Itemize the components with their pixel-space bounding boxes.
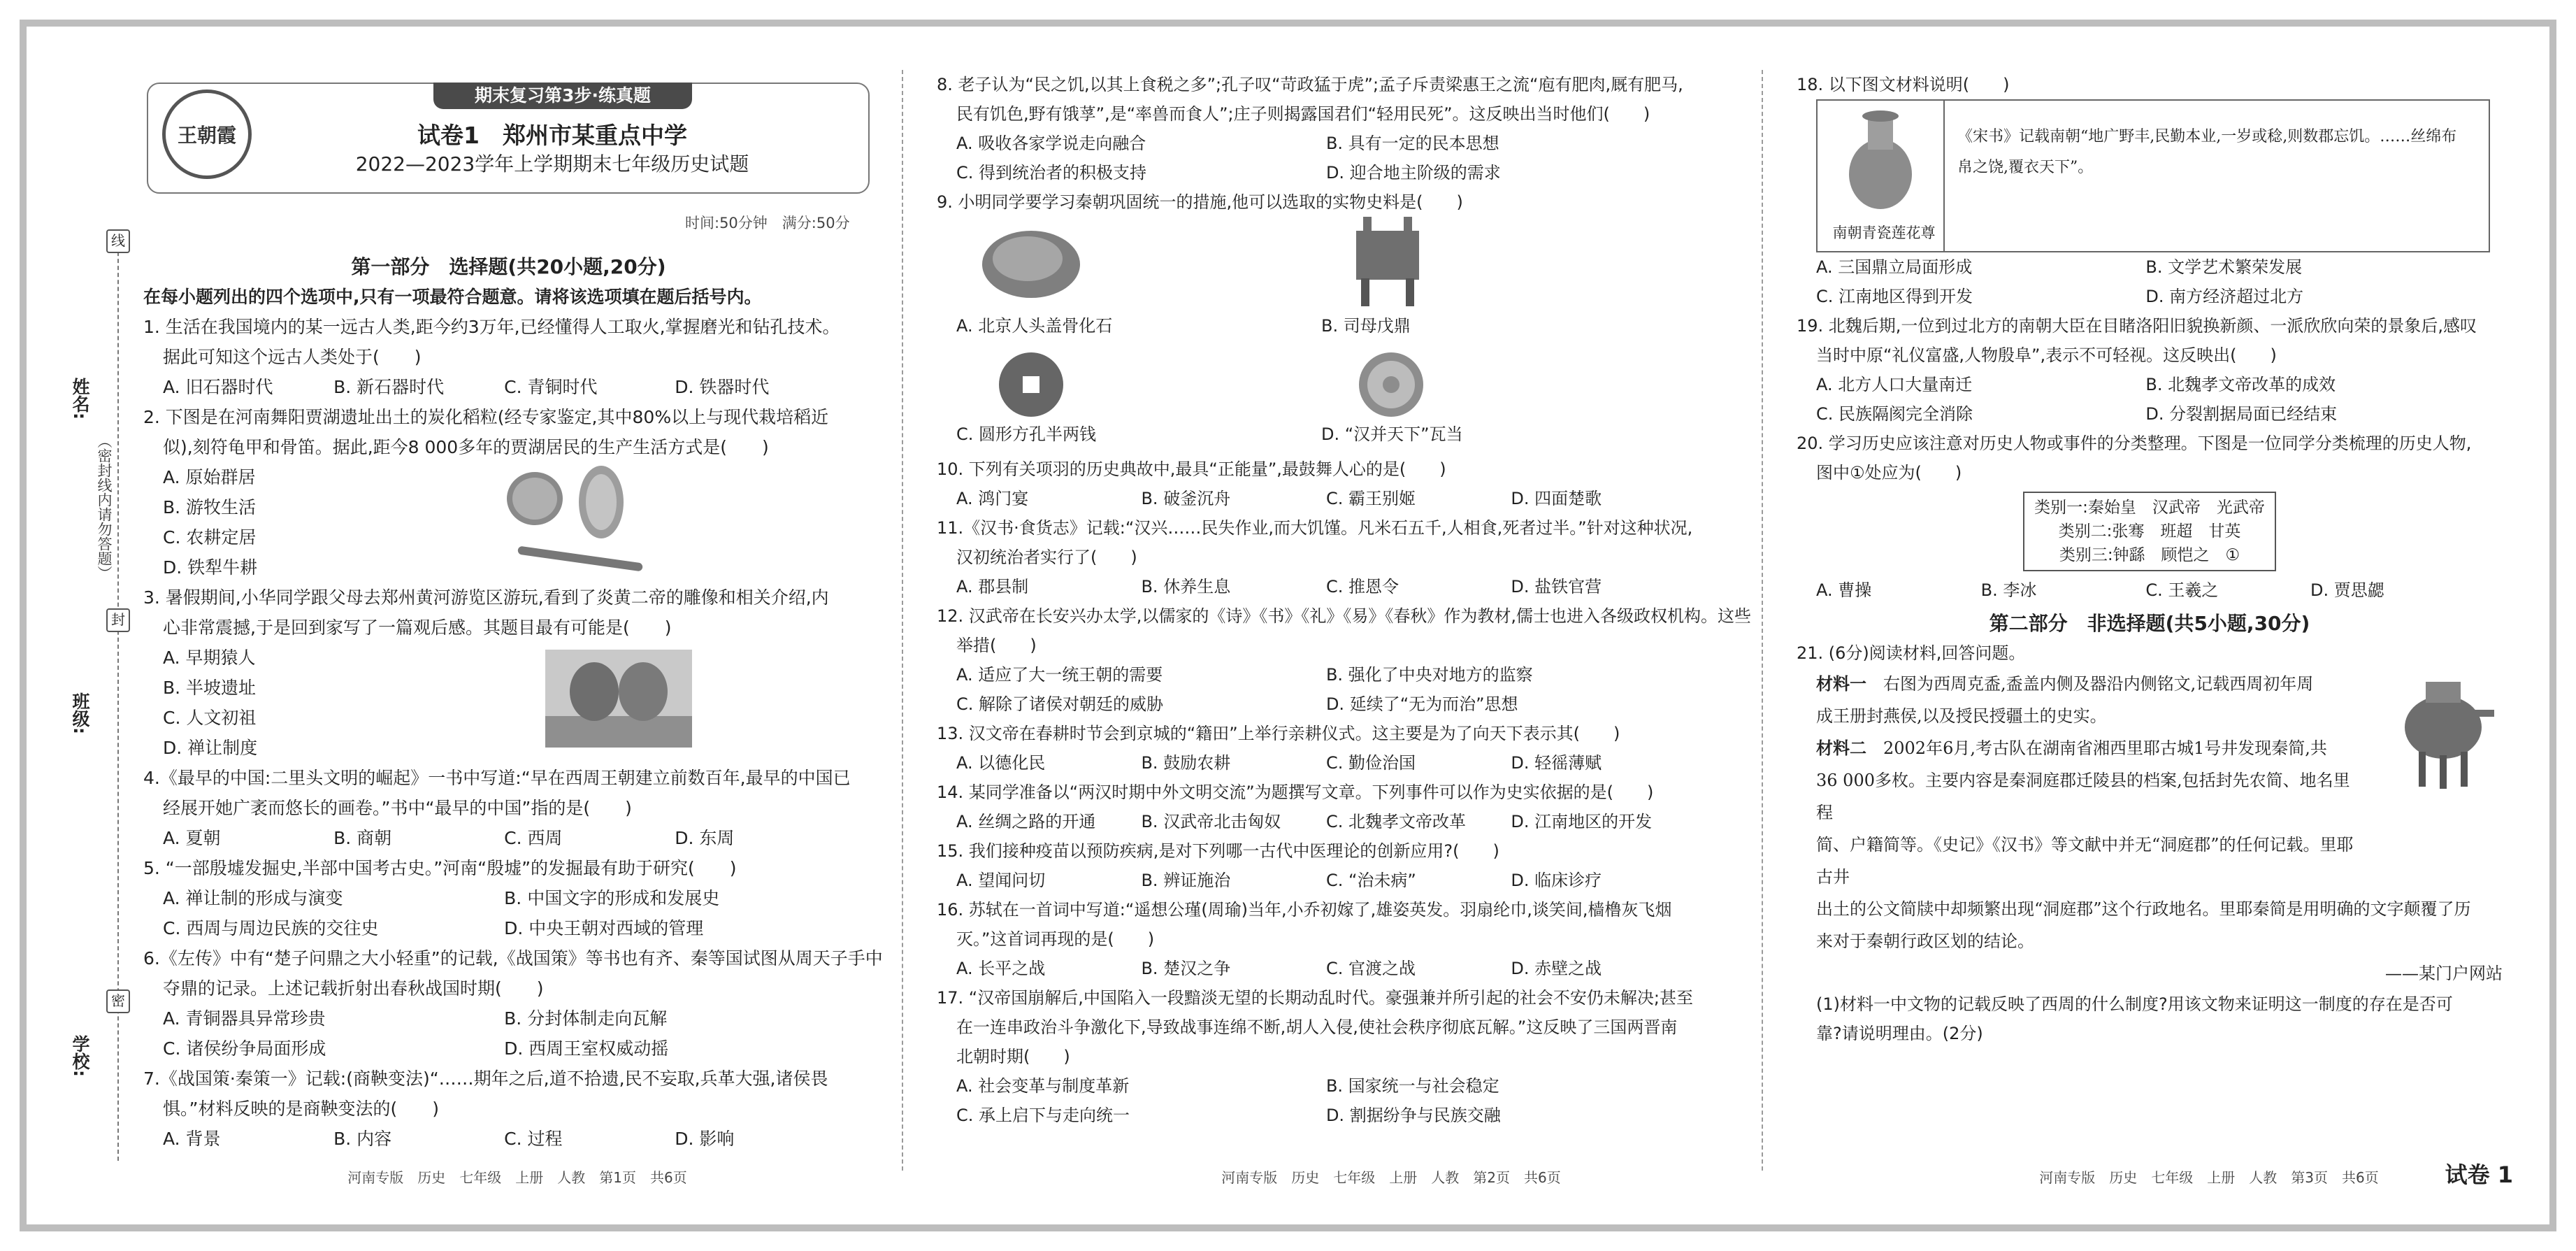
q18-option-b: B. 文学艺术繁荣发展: [2145, 257, 2303, 277]
q18-material-box: [1816, 99, 2490, 252]
question-4: 4.《最早的中国:二里头文明的崛起》一书中写道:“早在西周王朝建立前数百年,最早的中国已 经展开她广袤而悠长的画卷。”书中“最早的中国”指的是( ) A. 夏朝 B. 商朝 C. 西周 D. 东周: [143, 763, 874, 853]
q20-category-table: [2023, 492, 2276, 571]
q7-option-b: B. 内容: [333, 1129, 392, 1149]
q4-option-a: A. 夏朝: [163, 828, 221, 848]
school-label: 学校:: [70, 1035, 90, 1077]
column-2: [937, 70, 1752, 1130]
logo-text: 王朝霞: [177, 124, 236, 147]
question-7: 7.《战国策·秦策一》记载:(商鞅变法)“……期年之后,道不拾遗,民不妄取,兵革大强,诸侯畏 惧。”材料反映的是商鞅变法的( ) A. 背景 B. 内容 C. 过程 D. 影响: [143, 1064, 874, 1154]
exam-title: 试卷1 郑州市某重点中学: [417, 122, 687, 149]
q7-option-c: C. 过程: [504, 1129, 563, 1149]
q10-option-c: C. 霸王别姬: [1325, 489, 1416, 508]
q20-row-2: 类别二:张骞 班超 甘英: [2058, 522, 2241, 541]
question-16: 16. 苏轼在一首词中写道:“遥想公瑾(周瑜)当年,小乔初嫁了,雄姿英发。羽扇纶巾,谈笑间,樯橹灰飞烟 灭。”这首词再现的是( ) A. 长平之战 B. 楚汉之争 C. 官渡之战 D. 赤壁之战: [937, 895, 1727, 983]
q2-option-d: D. 铁犁牛耕: [163, 557, 258, 578]
q12-option-c: C. 解除了诸侯对朝廷的威胁: [956, 694, 1164, 714]
review-step-pill: 期末复习第3步·练真题: [433, 83, 692, 109]
column-3: [1797, 70, 2503, 1048]
q18-quote: 《宋书》记载南朝“地广野丰,民勤本业,一岁或稔,则数郡忘饥。……丝绵布帛之饶,覆衣天下”。: [1957, 128, 2457, 176]
q20-option-d: D. 贾思勰: [2310, 580, 2384, 600]
q11-option-c: C. 推恩令: [1325, 577, 1399, 596]
seal-mark-xian: 线: [106, 229, 130, 253]
m2-text-4: 出土的公文简牍中却频繁出现“洞庭郡”这个行政地名。里耶秦简是用明确的文字颠覆了历: [1816, 899, 2471, 919]
q15-option-b: B. 辨证施治: [1141, 871, 1231, 890]
footer-page-2: 河南专版 历史 七年级 上册 人教 第2页 共6页: [1221, 1169, 1561, 1186]
q4-option-c: C. 西周: [504, 828, 563, 848]
q1-option-c: C. 青铜时代: [504, 377, 598, 397]
q13-option-a: A. 以德化民: [956, 753, 1046, 773]
class-label: 班级:: [70, 692, 90, 734]
part1-instruction: 在每小题列出的四个选项中,只有一项最符合题意。请将该选项填在题后括号内。: [143, 287, 762, 307]
q19-option-c: C. 民族隔阂完全消除: [1816, 404, 1973, 424]
column-1: [143, 252, 883, 1154]
q1-option-b: B. 新石器时代: [333, 377, 445, 397]
question-11: 11.《汉书·食货志》记载:“汉兴……民失作业,而大饥馑。凡米石五千,人相食,死者过半。”针对这种状况, 汉初统治者实行了( ) A. 郡县制 B. 休养生息 C. 推恩令 D. 盐铁官营: [937, 513, 1727, 601]
q14-option-b: B. 汉武帝北击匈奴: [1141, 812, 1281, 831]
seal-note: （密封线内请勿答题）: [96, 434, 113, 580]
yan-huang-statue-image: [545, 650, 692, 748]
question-8: 8. 老子认为“民之饥,以其上食税之多”;孔子叹“苛政猛于虎”;孟子斥责梁惠王之流“庖有肥肉,厩有肥马, 民有饥色,野有饿莩”,是“率兽而食人”;庄子则揭露国君们“轻用民死”。这反映出当时他们( ) A. 吸收各家学说走向融合 B. 具有一定的民本思想 C. 得到统治者的积极支持 D. 迎合地主阶级的需求: [937, 70, 1727, 187]
question-9: 9. 小明同学要学习秦朝巩固统一的措施,他可以选取的实物史料是( ) A. 北京人头盖骨化石 B. 司母戊鼎 C. 圆形方孔半两钱 D. “汉并天下”瓦当: [937, 187, 1727, 455]
seal-mark-mi: 密: [106, 989, 130, 1013]
q8-option-c: C. 得到统治者的积极支持: [956, 163, 1147, 183]
q15-option-c: C. “治未病”: [1325, 871, 1416, 890]
question-14: 14. 某同学准备以“两汉时期中外文明交流”为题撰写文章。下列事件可以作为史实依据的是( ) A. 丝绸之路的开通 B. 汉武帝北击匈奴 C. 北魏孝文帝改革 D. 江南地区的开发: [937, 778, 1727, 836]
q6-option-d: D. 西周王室权威动摇: [504, 1038, 669, 1059]
q20-option-b: B. 李冰: [1980, 580, 2037, 600]
q17-option-b: B. 国家统一与社会稳定: [1325, 1076, 1499, 1096]
q14-option-d: D. 江南地区的开发: [1511, 812, 1653, 831]
m2-text-3: 简、户籍简等。《史记》《汉书》等文献中并无“洞庭郡”的任何记载。里耶古井: [1816, 835, 2354, 887]
question-12: 12. 汉武帝在长安兴办太学,以儒家的《诗》《书》《礼》《易》《春秋》作为教材,儒士也进入各级政权机构。这些 举措( ) A. 适应了大一统王朝的需要 B. 强化了中央对地方的监察 C. 解除了诸侯对朝廷的威胁 D. 延续了“无为而治”思想: [937, 601, 1727, 719]
q3-option-d: D. 禅让制度: [163, 738, 258, 758]
q5-option-a: A. 禅让制的形成与演变: [163, 888, 343, 908]
question-13: 13. 汉文帝在春耕时节会到京城的“籍田”上举行亲耕仪式。这主要是为了向天下表示其( ) A. 以德化民 B. 鼓励农耕 C. 勤俭治国 D. 轻徭薄赋: [937, 719, 1727, 778]
q5-option-b: B. 中国文字的形成和发展史: [504, 888, 720, 908]
q12-option-b: B. 强化了中央对地方的监察: [1325, 665, 1533, 685]
q16-option-b: B. 楚汉之争: [1141, 959, 1231, 978]
q8-option-a: A. 吸收各家学说走向融合: [956, 134, 1146, 153]
q17-option-a: A. 社会变革与制度革新: [956, 1076, 1130, 1096]
part1-title: 第一部分 选择题(共20小题,20分): [351, 255, 666, 278]
name-label: 姓名:: [70, 378, 90, 420]
brand-logo: [162, 90, 252, 179]
q19-option-a: A. 北方人口大量南迁: [1816, 375, 1973, 394]
m2-label: 材料二: [1816, 738, 1866, 758]
q8-option-b: B. 具有一定的民本思想: [1325, 134, 1499, 153]
q10-option-d: D. 四面楚歌: [1511, 489, 1602, 508]
q3-option-b: B. 半坡遗址: [163, 678, 257, 698]
question-19: 19. 北魏后期,一位到过北方的南朝大臣在目睹洛阳旧貌换新颜、一派欣欣向荣的景象后,感叹 当时中原“礼仪富盛,人物殷阜”,表示不可轻视。这反映出( ) A. 北方人口大量南迁 B. 北魏孝文帝改革的成效 C. 民族隔阂完全消除 D. 分裂割据局面已经结束: [1797, 311, 2503, 429]
q7-option-a: A. 背景: [163, 1129, 221, 1149]
q12-option-d: D. 延续了“无为而治”思想: [1325, 694, 1518, 714]
q3-option-a: A. 早期猿人: [163, 648, 256, 668]
q13-option-d: D. 轻徭薄赋: [1511, 753, 1602, 773]
q19-option-b: B. 北魏孝文帝改革的成效: [2145, 375, 2336, 394]
q18-option-d: D. 南方经济超过北方: [2145, 287, 2304, 306]
question-6: 6.《左传》中有“楚子问鼎之大小轻重”的记载,《战国策》等书也有齐、秦等国试图从周天子手中 夺鼎的记录。上述记载折射出春秋战国时期( ) A. 青铜器具异常珍贵 B. 分封体制走向瓦解 C. 诸侯纷争局面形成 D. 西周王室权威动摇: [143, 943, 874, 1064]
q9-option-d: D. “汉并天下”瓦当: [1321, 424, 1463, 444]
lotus-zun-image: [1839, 108, 1922, 213]
q8-option-d: D. 迎合地主阶级的需求: [1325, 163, 1501, 183]
q16-option-c: C. 官渡之战: [1325, 959, 1416, 978]
q6-option-c: C. 诸侯纷争局面形成: [163, 1038, 326, 1059]
q20-option-c: C. 王羲之: [2145, 580, 2219, 600]
q17-option-d: D. 割据纷争与民族交融: [1325, 1106, 1501, 1125]
q5-option-c: C. 西周与周边民族的交往史: [163, 918, 379, 938]
ke-he-vessel-image: [2391, 675, 2496, 790]
column-divider-2: [1762, 70, 1763, 1171]
peking-man-skull-image: [979, 224, 1084, 301]
q10-option-a: A. 鸿门宴: [956, 489, 1029, 508]
q2-option-c: C. 农耕定居: [163, 527, 257, 548]
m1-label: 材料一: [1816, 673, 1866, 694]
q13-option-c: C. 勤俭治国: [1325, 753, 1416, 773]
m2-text-1: 2002年6月,考古队在湖南省湘西里耶古城1号井发现秦简,共: [1883, 738, 2327, 758]
q15-option-a: A. 望闻问切: [956, 871, 1046, 890]
banliang-coin-image: [996, 350, 1066, 420]
q2-option-a: A. 原始群居: [163, 467, 256, 487]
q11-option-a: A. 郡县制: [956, 577, 1029, 596]
exam-badge: 试卷 1: [2445, 1161, 2513, 1188]
question-21: [1797, 668, 2503, 1048]
time-score-info: 时间:50分钟 满分:50分: [685, 215, 850, 231]
q4-option-b: B. 商朝: [333, 828, 392, 848]
q9-option-c: C. 圆形方孔半两钱: [956, 424, 1097, 444]
q12-option-a: A. 适应了大一统王朝的需要: [956, 665, 1163, 685]
q13-option-b: B. 鼓励农耕: [1141, 753, 1231, 773]
q6-option-b: B. 分封体制走向瓦解: [504, 1008, 668, 1029]
q15-option-d: D. 临床诊疗: [1511, 871, 1602, 890]
part2-title: 第二部分 非选择题(共5小题,30分): [1989, 612, 2310, 635]
q18-option-a: A. 三国鼎立局面形成: [1816, 257, 1973, 277]
q9-option-a: A. 北京人头盖骨化石: [956, 316, 1113, 336]
m2-text-2: 36 000多枚。主要内容是秦洞庭郡迁陵县的档案,包括封先农简、地名里程: [1816, 771, 2350, 822]
q14-option-a: A. 丝绸之路的开通: [956, 812, 1096, 831]
seal-mark-feng: 封: [106, 608, 130, 632]
m1-text-1: 右图为西周克盉,盉盖内侧及器沿内侧铭文,记载西周初年周: [1883, 674, 2314, 694]
q21-sub1-line1: (1)材料一中文物的记载反映了西周的什么制度?用该文物来证明这一制度的存在是否可: [1816, 994, 2453, 1014]
q20-row-3: 类别三:钟繇 顾恺之 ①: [2059, 546, 2240, 564]
m2-text-5: 来对于秦朝行政区划的结论。: [1816, 931, 2034, 951]
q18-option-c: C. 江南地区得到开发: [1816, 287, 1973, 306]
q1-option-a: A. 旧石器时代: [163, 377, 273, 397]
q10-option-b: B. 破釜沉舟: [1141, 489, 1231, 508]
q11-option-d: D. 盐铁官营: [1511, 577, 1602, 596]
q9-option-b: B. 司母戊鼎: [1321, 316, 1411, 336]
q17-option-c: C. 承上启下与走向统一: [956, 1106, 1130, 1125]
footer-page-3: 河南专版 历史 七年级 上册 人教 第3页 共6页: [2039, 1169, 2379, 1186]
question-15: 15. 我们接种疫苗以预防疾病,是对下列哪一古代中医理论的创新应用?( ) A. 望闻问切 B. 辨证施治 C. “治未病” D. 临床诊疗: [937, 836, 1727, 895]
q1-option-d: D. 铁器时代: [675, 377, 770, 397]
q19-option-d: D. 分裂割据局面已经结束: [2145, 404, 2338, 424]
q16-option-a: A. 长平之战: [956, 959, 1046, 978]
simuwu-ding-image: [1346, 217, 1430, 308]
q6-option-a: A. 青铜器具异常珍贵: [163, 1008, 326, 1029]
q21-title: 21. (6分)阅读材料,回答问题。: [1797, 643, 2026, 663]
question-18: 18. 以下图文材料说明( ) 南朝青瓷莲花尊 《宋书》记载南朝“地广野丰,民勤本业,一岁或稔,则数郡忘饥。……丝绵布帛之饶,覆衣天下”。 A. 三国鼎立局面形成 B. 文学艺术繁荣发展 C. 江南地区得到开发 D. 南方经济超过北方: [1797, 70, 2503, 311]
q3-option-c: C. 人文初祖: [163, 708, 257, 728]
q18-caption: 南朝青瓷莲花尊: [1832, 224, 1936, 241]
q21-sub1-line2: 靠?请说明理由。(2分): [1816, 1024, 1983, 1043]
question-10: 10. 下列有关项羽的历史典故中,最具“正能量”,最鼓舞人心的是( ) A. 鸿门宴 B. 破釜沉舟 C. 霸王别姬 D. 四面楚歌: [937, 455, 1727, 513]
q20-row-1: 类别一:秦始皇 汉武帝 光武帝: [2034, 499, 2265, 517]
q2-option-b: B. 游牧生活: [163, 497, 257, 517]
column-divider-1: [902, 70, 903, 1171]
seal-line: [117, 231, 119, 1161]
q20-option-a: A. 曹操: [1816, 580, 1872, 600]
q7-option-d: D. 影响: [675, 1129, 735, 1149]
footer-page-1: 河南专版 历史 七年级 上册 人教 第1页 共6页: [347, 1169, 687, 1186]
q4-option-d: D. 东周: [675, 828, 735, 848]
q14-option-c: C. 北魏孝文帝改革: [1325, 812, 1466, 831]
q5-option-d: D. 中央王朝对西域的管理: [504, 918, 704, 938]
question-17: 17. “汉帝国崩解后,中国陷入一段黯淡无望的长期动乱时代。豪强兼并所引起的社会不安仍未解决;甚至 在一连串政治斗争激化下,导致战事连绵不断,胡人入侵,使社会秩序彻底瓦解。”这反映了三国两晋南 北朝时期( ) A. 社会变革与制度革新 B. 国家统一与社会稳定 C. 承上启下与走向统一 D. 割据纷争与民族交融: [937, 983, 1727, 1130]
han-tile-image: [1356, 350, 1426, 420]
question-3: 3. 暑假期间,小华同学跟父母去郑州黄河游览区游玩,看到了炎黄二帝的雕像和相关介绍,内 心非常震撼,于是回到家写了一篇观后感。其题目最有可能是( ) A. 早期猿人 B. 半坡遗址 C. 人文初祖 D. 禅让制度: [143, 582, 874, 763]
question-5: 5. “一部殷墟发掘史,半部中国考古史。”河南“殷墟”的发掘最有助于研究( ) A. 禅让制的形成与演变 B. 中国文字的形成和发展史 C. 西周与周边民族的交往史 D. 中央王朝对西域的管理: [143, 853, 874, 943]
jiahu-relics-image: [503, 464, 650, 576]
q16-option-d: D. 赤壁之战: [1511, 959, 1602, 978]
q11-option-b: B. 休养生息: [1141, 577, 1231, 596]
question-1: 1. 生活在我国境内的某一远古人类,距今约3万年,已经懂得人工取火,掌握磨光和钻孔技术。 据此可知这个远古人类处于( ) A. 旧石器时代 B. 新石器时代 C. 青铜时代 D. 铁器时代: [143, 312, 874, 402]
question-20: 20. 学习历史应该注意对历史人物或事件的分类整理。下图是一位同学分类梳理的历史人物, 图中①处应为( ) 类别一:秦始皇 汉武帝 光武帝 类别二:张骞 班超 甘英 类别三:钟繇 顾恺之 ① A. 曹操 B. 李冰 C. 王羲之 D. 贾思勰: [1797, 429, 2503, 605]
m1-text-2: 成王册封燕侯,以及授民授疆土的史实。: [1816, 706, 2107, 726]
question-2: 2. 下图是在河南舞阳贾湖遗址出土的炭化稻粒(经专家鉴定,其中80%以上与现代栽培稻近 似),刻符龟甲和骨笛。据此,距今8 000多年的贾湖居民的生产生活方式是( ) A. 原始群居 B. 游牧生活 C. 农耕定居 D. 铁犁牛耕: [143, 402, 874, 582]
m2-source: ——某门户网站: [2385, 964, 2503, 983]
exam-subtitle: 2022—2023学年上学期期末七年级历史试题: [355, 152, 749, 176]
